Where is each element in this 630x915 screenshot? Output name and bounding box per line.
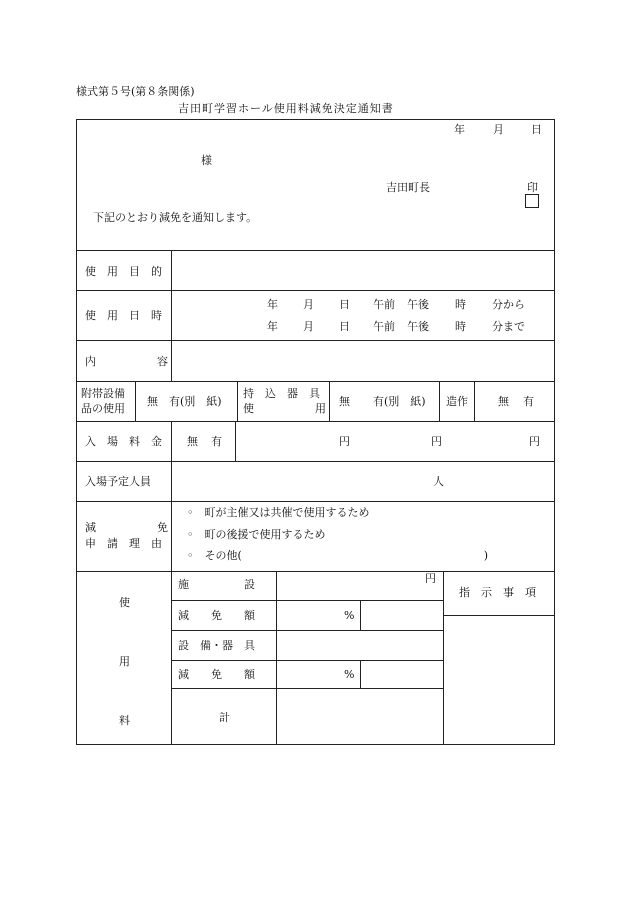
equipment-reduction-label: 減 免 額 [178,668,255,681]
fee-none: 無 [187,435,198,448]
facility-yen: 円 [425,572,436,585]
facility-percent: % [344,609,355,622]
reduction-notice-form [76,119,555,745]
equipment-label-2: 品の使用 [81,402,125,415]
datetime-label: 使 用 日 時 [85,309,162,322]
dt-pm-2: 午後 [407,320,429,333]
date-year: 年 [454,123,465,136]
notice-text: 下記のとおり減免を通知します。 [93,211,258,224]
dt-month-2: 月 [303,320,314,333]
construction-none: 無 [498,395,509,408]
total-label: 計 [219,711,230,724]
dt-am-1: 午前 [373,298,395,311]
dt-from: 分から [492,298,525,311]
reason-option[interactable]: ◦ 町が主催又は共催で使用するため [187,506,370,519]
dt-until: 分まで [492,320,525,333]
seal-box [525,194,539,208]
equipment-percent: % [344,668,355,681]
attendance-label: 入場予定人員 [85,475,151,488]
yen-1: 円 [339,435,350,448]
dt-hour-1: 時 [455,298,466,311]
dt-day-1: 日 [339,298,350,311]
equipment-none: 無 [147,395,158,408]
reason-option[interactable]: ◦ その他( ) [187,549,489,562]
purpose-label: 使 用 目 的 [85,265,162,278]
form-number: 様式第５号(第８条関係) [76,85,195,98]
fee-label: 入 場 料 金 [85,435,162,448]
yen-3: 円 [529,435,540,448]
reason-label-1b: 免 [157,521,168,534]
carryin-none: 無 [339,395,350,408]
reason-option[interactable]: ◦ 町の後援で使用するため [187,528,326,541]
dt-day-2: 日 [339,320,350,333]
yen-2: 円 [431,435,442,448]
equipment-fee-label: 設 備・器 具 [178,639,255,652]
document-title: 吉田町学習ホール使用料減免決定通知書 [178,102,394,115]
content-label-2: 容 [157,355,168,368]
issuer-name: 吉田町長 [386,181,430,194]
dt-year-1: 年 [267,298,278,311]
carryin-label-2b: 用 [315,402,326,415]
facility-label: 施 設 [178,578,255,591]
dt-pm-1: 午後 [407,298,429,311]
fee-section-char: 用 [119,655,130,668]
equipment-yes: 有(別 紙) [169,395,222,408]
facility-reduction-label: 減 免 額 [178,609,255,622]
fee-section-char: 料 [119,714,130,727]
carryin-label-2a: 使 [243,402,254,415]
date-day: 日 [531,123,542,136]
reason-label-1a: 減 [85,521,96,534]
dt-year-2: 年 [267,320,278,333]
construction-yes: 有 [523,395,534,408]
reason-label-2: 申 請 理 由 [85,537,162,550]
instructions-label: 指 示 事 項 [459,586,536,599]
dt-hour-2: 時 [455,320,466,333]
addressee-suffix: 様 [201,154,212,167]
content-label-1: 内 [85,355,96,368]
equipment-label-1: 附帯設備 [81,387,125,400]
person-unit: 人 [433,475,444,488]
dt-am-2: 午前 [373,320,395,333]
seal-mark: 印 [527,181,538,194]
carryin-yes: 有(別 紙) [373,395,426,408]
construction-label: 造作 [446,395,468,408]
fee-yes: 有 [211,435,222,448]
dt-month-1: 月 [303,298,314,311]
fee-section-char: 使 [119,596,130,609]
carryin-label-1: 持 込 器 具 [243,387,320,400]
date-month: 月 [493,123,504,136]
